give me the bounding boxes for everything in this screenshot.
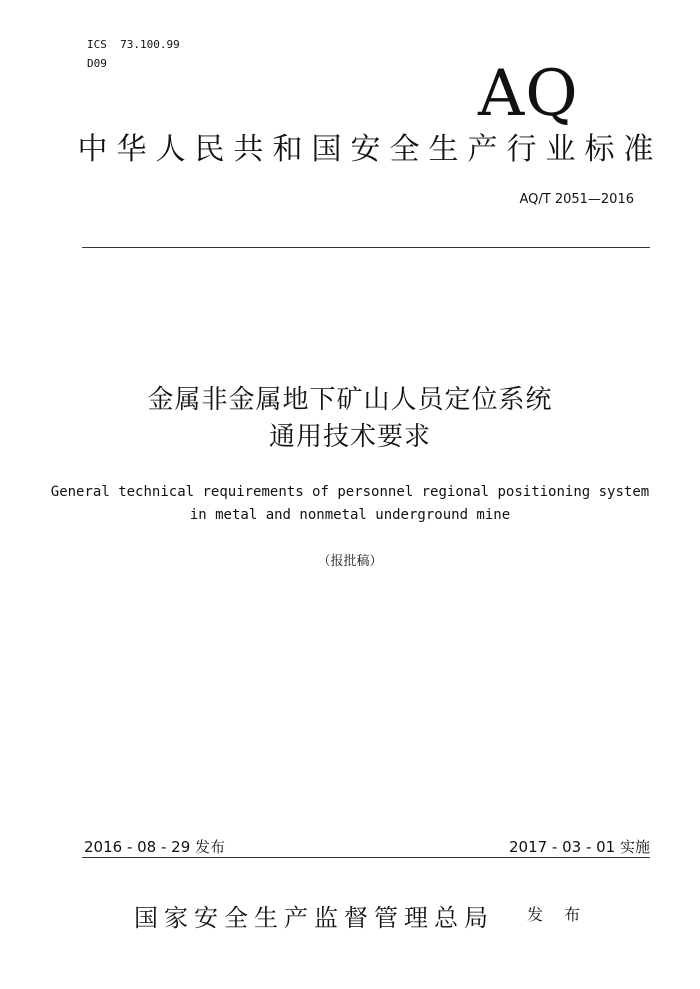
standard-number: AQ/T 2051—2016	[519, 192, 634, 207]
aq-logo: AQ	[478, 57, 579, 131]
publisher-name: 国家安全生产监督管理总局	[134, 904, 494, 932]
standard-category-title: 中华人民共和国安全生产行业标准	[77, 132, 663, 167]
header-divider	[82, 247, 650, 248]
chinese-title-line-2: 通用技术要求	[268, 422, 431, 452]
draft-status: （报批稿）	[317, 554, 383, 569]
footer-divider	[82, 857, 650, 858]
english-title-line-2: in metal and nonmetal underground mine	[189, 507, 511, 523]
classification-code: D09	[87, 57, 107, 70]
issue-date: 2016 - 08 - 29 发布	[84, 838, 226, 856]
chinese-title-line-1: 金属非金属地下矿山人员定位系统	[147, 385, 553, 415]
publish-label: 发 布	[527, 905, 589, 924]
implementation-date: 2017 - 03 - 01 实施	[508, 838, 650, 856]
english-title-line-1: General technical requirements of personnel regional positioning system	[50, 484, 650, 500]
ics-code: ICS 73.100.99	[87, 38, 180, 51]
